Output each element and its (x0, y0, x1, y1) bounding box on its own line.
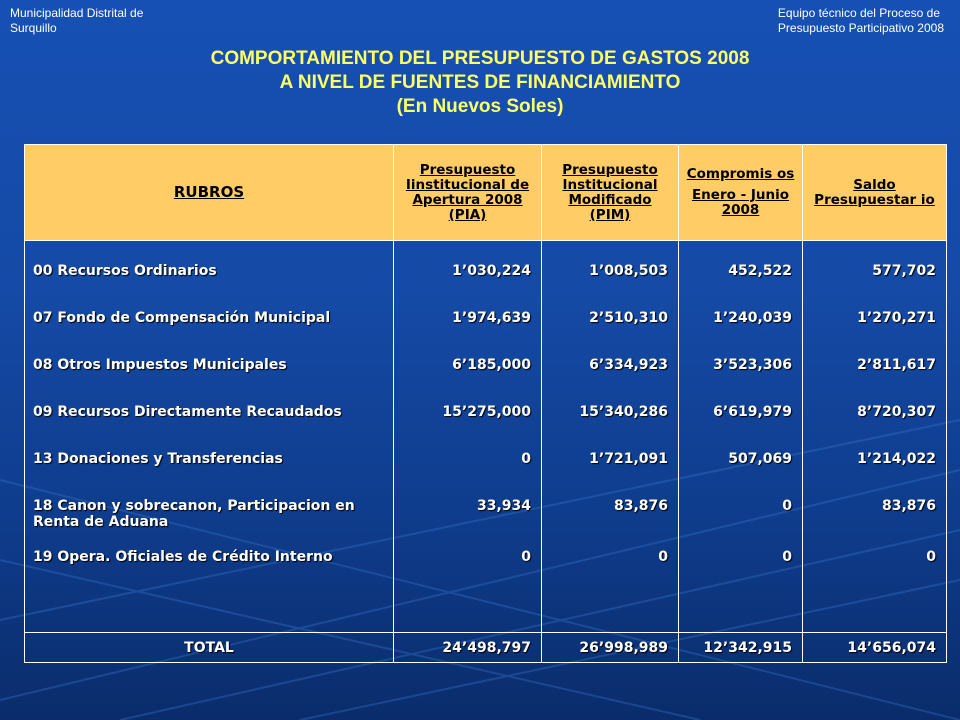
pim-value: 6’334,923 (589, 357, 668, 373)
total-row (25, 633, 947, 663)
pim-value: 2’510,310 (589, 310, 668, 326)
page-title (0, 47, 960, 119)
compromisos-column (679, 241, 803, 633)
saldo-value: 577,702 (872, 263, 936, 279)
rubro-label: 13 Donaciones y Transferencias (33, 451, 283, 467)
title-line-3: (En Nuevos Soles) (396, 96, 564, 117)
title-line-1: COMPORTAMIENTO DEL PRESUPUESTO DE GASTOS 2008 (210, 48, 750, 69)
rubro-label: 18 Canon y sobrecanon, Participacion en Renta de Aduana (33, 498, 355, 530)
saldo-value: 83,876 (881, 498, 936, 514)
rubro-label: 08 Otros Impuestos Municipales (33, 357, 287, 373)
compromisos-value: 452,522 (728, 263, 792, 279)
pim-value: 1’721,091 (589, 451, 668, 467)
rubros-column (25, 241, 394, 633)
compromisos-value: 1’240,039 (713, 310, 792, 326)
pia-value: 1’974,639 (452, 310, 531, 326)
pia-value: 1’030,224 (452, 263, 531, 279)
saldo-value: 1’214,022 (857, 451, 936, 467)
pia-value: 6’185,000 (452, 357, 531, 373)
rubro-label: 09 Recursos Directamente Recaudados (33, 404, 342, 420)
header-pim: Presupuesto Institucional Modificado (PIM) (542, 145, 679, 241)
pia-value: 15’275,000 (442, 404, 531, 420)
compromisos-value: 0 (782, 498, 792, 514)
pia-value: 0 (521, 549, 531, 565)
header-saldo: Saldo Presupuestar io (803, 145, 947, 241)
budget-table-wrapper (24, 144, 946, 663)
total-label: TOTAL (25, 633, 394, 663)
total-compromisos: 12’342,915 (679, 633, 803, 663)
title-line-2: A NIVEL DE FUENTES DE FINANCIAMIENTO (279, 72, 681, 93)
total-pim: 26’998,989 (542, 633, 679, 663)
compromisos-value: 6’619,979 (713, 404, 792, 420)
pim-value: 83,876 (613, 498, 668, 514)
compromisos-value: 507,069 (728, 451, 792, 467)
rubro-label: 19 Opera. Oficiales de Crédito Interno (33, 549, 333, 565)
saldo-value: 8’720,307 (857, 404, 936, 420)
pim-value: 0 (658, 549, 668, 565)
pim-value: 1’008,503 (589, 263, 668, 279)
pia-column (394, 241, 542, 633)
table-header-row (25, 145, 947, 241)
total-pia: 24’498,797 (394, 633, 542, 663)
budget-table (24, 144, 947, 663)
header-rubros: RUBROS (25, 145, 394, 241)
saldo-column (803, 241, 947, 633)
municipality-label: Municipalidad Distrital de Surquillo (10, 6, 144, 35)
header-compromisos: Compromis os Enero - Junio 2008 (679, 145, 803, 241)
header-pia: Presupuesto Iinstitucional de Apertura 2008 (PIA) (394, 145, 542, 241)
compromisos-value: 0 (782, 549, 792, 565)
saldo-value: 1’270,271 (857, 310, 936, 326)
compromisos-value: 3’523,306 (713, 357, 792, 373)
pim-value: 15’340,286 (579, 404, 668, 420)
saldo-value: 0 (926, 549, 936, 565)
rubro-label: 07 Fondo de Compensación Municipal (33, 310, 331, 326)
table-body-row (25, 241, 947, 633)
pia-value: 33,934 (476, 498, 531, 514)
pim-column (542, 241, 679, 633)
rubro-label: 00 Recursos Ordinarios (33, 263, 217, 279)
total-saldo: 14’656,074 (803, 633, 947, 663)
pia-value: 0 (521, 451, 531, 467)
saldo-value: 2’811,617 (857, 357, 936, 373)
team-label: Equipo técnico del Proceso de Presupuesto Participativo 2008 (777, 6, 944, 35)
